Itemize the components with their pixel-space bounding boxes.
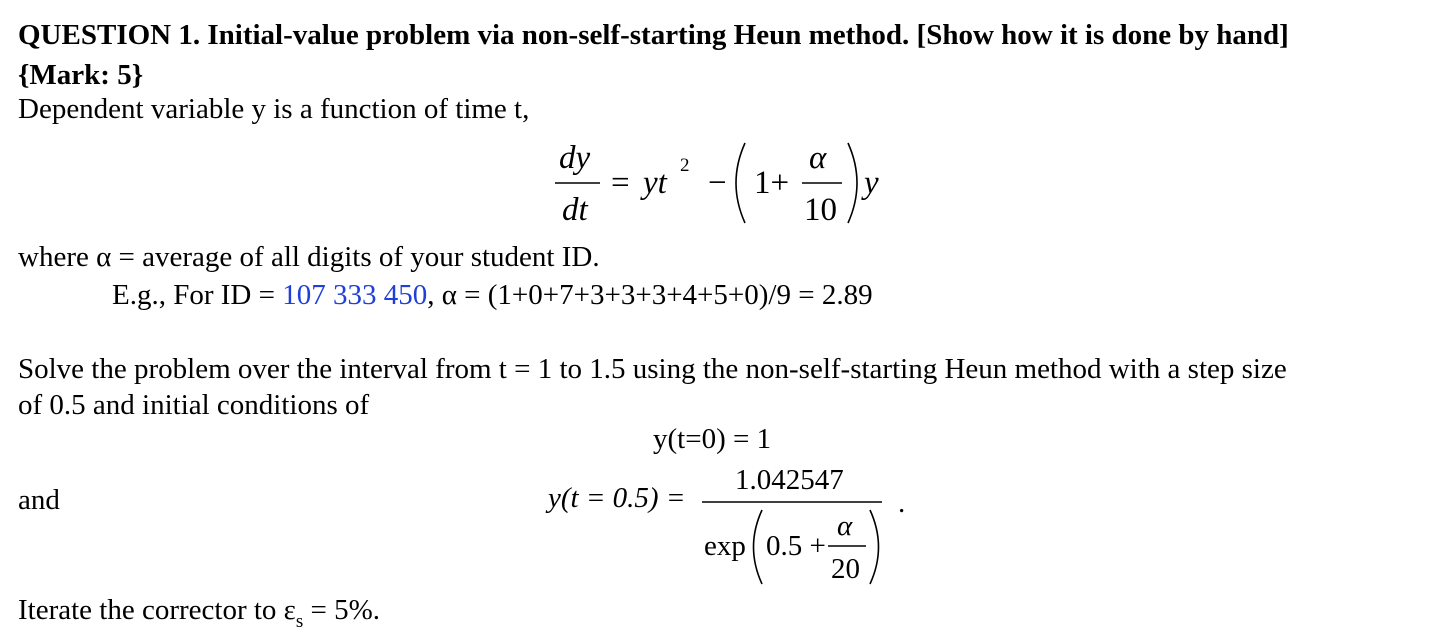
ode-exponent: 2 [680,155,690,176]
question-mark: {Mark: 5} [18,59,144,91]
ode-equals: = [611,165,630,201]
ode-right-paren [848,143,857,223]
ic2-numerator: 1.042547 [735,464,844,496]
ic2-right-paren [870,510,879,584]
task-line-2: of 0.5 and initial conditions of [18,389,370,421]
iterate-subscript: s [295,611,304,632]
initial-condition-1: y(t=0) = 1 [653,423,772,455]
ode-minus: − [708,165,727,201]
question-title: QUESTION 1. Initial-value problem via non-self-starting Heun method. [Show how it is done by hand] [18,19,1289,51]
iterate-prefix: Iterate the corrector to ε [18,594,296,626]
example-prefix: E.g., For ID = [112,279,283,311]
alpha-definition: where α = average of all digits of your student ID. [18,241,600,273]
ic2-period: . [898,487,906,519]
ode-ten: 10 [804,192,837,228]
iterate-instruction [18,593,380,639]
ic2-twenty: 20 [831,553,860,585]
ic2-inner: 0.5 + [766,530,826,562]
and-label: and [18,484,60,516]
task-line-1: Solve the problem over the interval from t = 1 to 1.5 using the non-self-starting Heun method with a step size [18,353,1287,385]
ic2-left-paren [754,510,763,584]
ode-y: y [864,165,879,201]
ode-alpha: α [809,140,827,176]
ode-left-paren [736,143,745,223]
example-suffix: , α = (1+0+7+3+3+3+4+5+0)/9 = 2.89 [427,279,873,311]
alpha-example [112,278,873,312]
intro-text: Dependent variable y is a function of time t, [18,93,530,125]
ode-dy: dy [559,140,591,176]
ic2-alpha: α [837,510,853,542]
ode-one-plus: 1+ [754,165,790,201]
ode-yt: yt [643,165,667,201]
ic2-exp: exp [704,530,746,562]
ode-dt: dt [562,192,588,228]
iterate-suffix: = 5%. [303,594,381,626]
example-student-id: 107 333 450 [282,279,428,311]
ic2-lhs: y(t = 0.5) = [548,482,686,514]
